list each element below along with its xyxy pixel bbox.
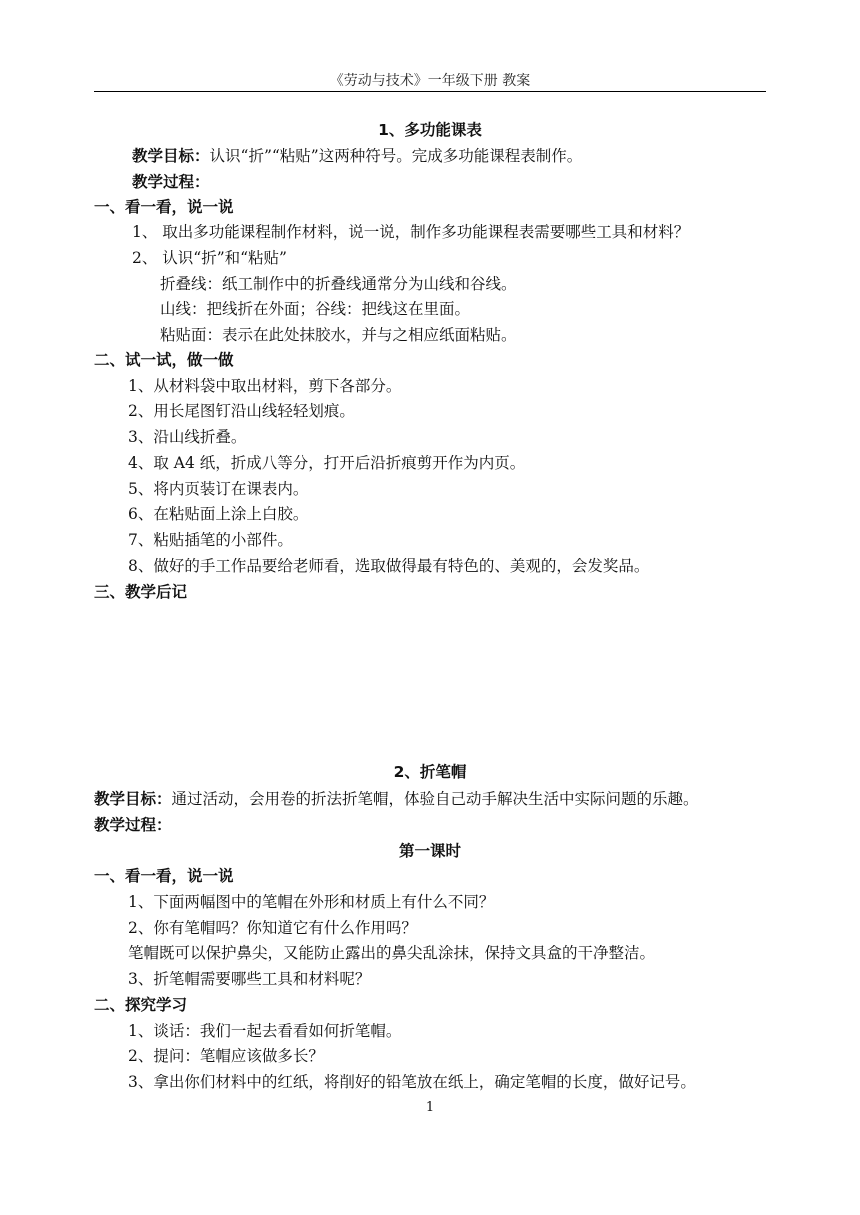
lesson2-process-label: 教学过程： [94,816,172,834]
lesson2-question-2: 2、你有笔帽吗？你知道它有什么作用吗？ [128,919,417,937]
lesson2-explore-item: 3、拿出你们材料中的红纸，将削好的铅笔放在纸上，确定笔帽的长度，做好记号。 [128,1073,696,1091]
lesson1-title: 1、多功能课表 [378,121,482,139]
lesson1-step: 8、做好的手工作品要给老师看，选取做得最有特色的、美观的，会发奖品。 [128,557,650,575]
mountain-line-text: 山线：把线折在外面；谷线：把线这在里面。 [160,300,471,318]
lesson1-section-1: 一、看一看，说一说 [94,198,234,216]
lesson2-goal-text: 通过活动，会用卷的折法折笔帽，体验自己动手解决生活中实际问题的乐趣。 [171,790,699,808]
lesson1-step: 2、用长尾图钉沿山线轻轻划痕。 [128,402,355,420]
lesson2-goal-label: 教学目标： [94,790,172,808]
lesson1-step: 5、将内页装订在课表内。 [128,480,309,498]
header-divider [94,91,766,92]
lesson2-explore-item: 1、谈话：我们一起去看看如何折笔帽。 [128,1022,402,1040]
lesson2-question-2-answer: 笔帽既可以保护鼻尖，又能防止露出的鼻尖乱涂抹，保持文具盒的干净整洁。 [128,944,656,962]
lesson2-question-3: 3、折笔帽需要哪些工具和材料呢？ [128,970,371,988]
lesson2-period: 第一课时 [398,842,461,860]
fold-line-text: 折叠线：纸工制作中的折叠线通常分为山线和谷线。 [160,275,517,293]
lesson2-question-1: 1、下面两幅图中的笔帽在外形和材质上有什么不同？ [128,893,495,911]
lesson1-step: 6、在粘贴面上涂上白胶。 [128,505,309,523]
lesson1-step: 3、沿山线折叠。 [128,428,247,446]
lesson1-section-2: 二、试一试，做一做 [94,351,234,369]
lesson1-sec1-item-2: 2、 认识“折”和“粘贴” [132,249,287,267]
lesson1-section-3: 三、教学后记 [94,583,188,601]
lesson1-process-label: 教学过程： [132,173,210,191]
lesson2-section-2: 二、探究学习 [94,996,188,1014]
lesson1-goal-text: 认识“折”“粘贴”这两种符号。完成多功能课程表制作。 [209,147,583,165]
lesson2-explore-item: 2、提问：笔帽应该做多长？ [128,1047,324,1065]
lesson1-step: 1、从材料袋中取出材料，剪下各部分。 [128,377,402,395]
page-number: 1 [425,1100,435,1115]
page-header: 《劳动与技术》一年级下册 教案 [329,73,531,89]
lesson1-goal-label: 教学目标： [132,147,210,165]
lesson1-sec1-item-1: 1、 取出多功能课程制作材料，说一说，制作多功能课程表需要哪些工具和材料？ [132,223,690,241]
lesson1-goal [132,146,582,166]
lesson2-title: 2、折笔帽 [393,763,467,781]
paste-face-text: 粘贴面：表示在此处抹胶水，并与之相应纸面粘贴。 [160,326,517,344]
lesson2-section-1: 一、看一看，说一说 [94,867,234,885]
lesson2-goal [94,789,699,809]
lesson1-step: 4、取 A4 纸，折成八等分，打开后沿折痕剪开作为内页。 [128,454,526,472]
lesson1-step: 7、粘贴插笔的小部件。 [128,531,293,549]
